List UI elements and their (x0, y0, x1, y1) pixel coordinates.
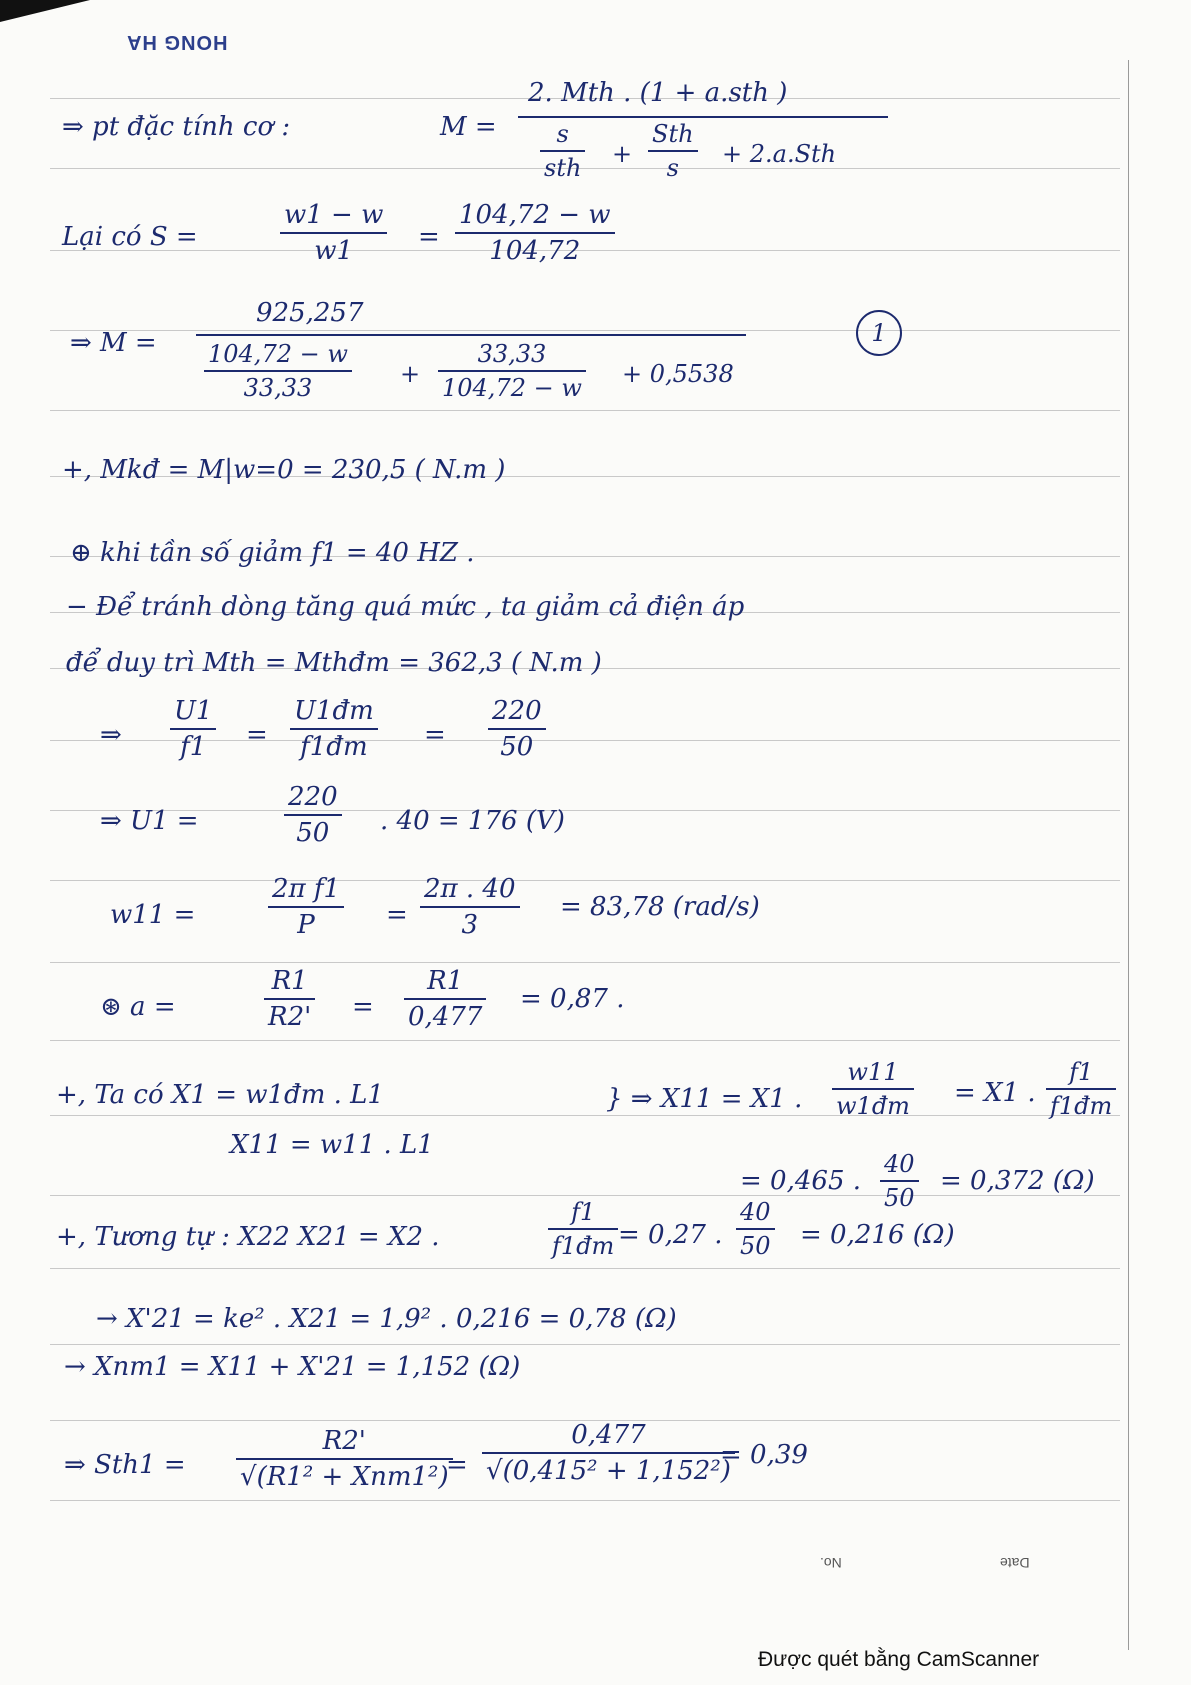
line-2-frac-a: w1 − w w1 (280, 200, 387, 266)
line-17-rest: = 0,39 (720, 1440, 808, 1470)
line-14-c: = 0,216 (Ω) (800, 1220, 955, 1250)
line-10-frac-b: 2π . 40 3 (420, 874, 520, 940)
line-3-den-rest: + 0,5538 (622, 360, 734, 388)
line-17-frac-a: R2' √(R1² + Xnm1²) (236, 1426, 453, 1492)
line-11-frac-b: R1 0,477 (404, 966, 486, 1032)
line-8-prefix: ⇒ (100, 720, 122, 750)
line-12-frac-d: w11 w1đm (832, 1058, 914, 1120)
line-16: → Xnm1 = X11 + X'21 = 1,152 (Ω) (64, 1352, 521, 1382)
ruled-line (50, 810, 1120, 811)
line-4: +, Mkđ = M|w=0 = 230,5 ( N.m ) (62, 455, 506, 485)
line-12-frac-f: f1 f1đm (1046, 1058, 1116, 1120)
line-17-frac-b: 0,477 √(0,415² + 1,152²) (482, 1420, 735, 1486)
ruled-line (50, 330, 1120, 331)
ruled-line (50, 962, 1120, 963)
line-8-frac-b: U1đm f1đm (290, 696, 378, 762)
date-label: Date (1000, 1555, 1030, 1571)
line-11-frac-a: R1 R2' (264, 966, 315, 1032)
line-1-lhs: M = (440, 112, 497, 142)
line-1-den-frac-a: s sth (540, 120, 585, 182)
page-corner (0, 0, 90, 22)
line-17-prefix: ⇒ Sth1 = (64, 1450, 186, 1480)
line-1-den-frac-b: Sth s (648, 120, 698, 182)
line-3-prefix: ⇒ M = (70, 328, 157, 358)
ruled-line (50, 1268, 1120, 1269)
line-3-plus: + (400, 360, 421, 388)
no-label: No. (820, 1555, 842, 1571)
ruled-line (50, 1115, 1120, 1116)
ruled-line (50, 880, 1120, 881)
line-10-prefix: w11 = (110, 900, 196, 930)
line-12-e: = X1 . (954, 1078, 1036, 1108)
line-9-rest: . 40 = 176 (V) (380, 806, 565, 836)
line-12-a: +, Ta có X1 = w1đm . L1 (56, 1080, 384, 1110)
line-1-plus: + (612, 140, 633, 168)
line-10-rest: = 83,78 (rad/s) (560, 892, 760, 922)
ruled-line (50, 1344, 1120, 1345)
line-15: → X'21 = ke² . X21 = 1,9² . 0,216 = 0,78 (Ω) (96, 1304, 677, 1334)
ruled-line (50, 1500, 1120, 1501)
line-2-prefix: Lại có S = (62, 222, 198, 252)
line-9-frac: 220 50 (284, 782, 342, 848)
line-2-equals: = (418, 222, 440, 252)
line-3-den-frac-b: 33,33 104,72 − w (438, 340, 586, 402)
line-13-a: = 0,465 . (740, 1166, 862, 1196)
ruled-line (50, 410, 1120, 411)
line-14-a: +, Tương tự : X22 X21 = X2 . (56, 1222, 440, 1252)
line-2-frac-b: 104,72 − w 104,72 (455, 200, 615, 266)
line-14-b: = 0,27 . (618, 1220, 723, 1250)
line-14-frac-f: f1 f1đm (548, 1198, 618, 1260)
line-9-prefix: ⇒ U1 = (100, 806, 199, 836)
line-3-den-frac-a: 104,72 − w 33,33 (204, 340, 352, 402)
line-1-den-rest: + 2.a.Sth (722, 140, 837, 168)
line-13-frac: 40 50 (880, 1150, 919, 1212)
line-14-frac-g: 40 50 (736, 1198, 775, 1260)
line-8-equals-2: = (424, 720, 446, 750)
line-8-equals-1: = (246, 720, 268, 750)
line-1-prefix: ⇒ pt đặc tính cơ : (62, 112, 291, 142)
line-11-rest: = 0,87 . (520, 984, 625, 1014)
line-11-equals: = (352, 992, 374, 1022)
ruled-line (50, 1040, 1120, 1041)
line-1-numerator: 2. Mth . (1 + a.sth ) (528, 78, 788, 108)
camscanner-watermark: Được quét bằng CamScanner (758, 1648, 1040, 1671)
line-11-prefix: ⊛ a = (100, 992, 176, 1022)
line-5: ⊕ khi tần số giảm f1 = 40 HZ . (70, 538, 475, 568)
equation-number-circle: 1 (856, 310, 902, 356)
line-3-fraction-bar (196, 334, 746, 336)
line-6: − Để tránh dòng tăng quá mức , ta giảm cả điện áp (66, 592, 745, 622)
margin-line (1128, 60, 1129, 1650)
line-7: để duy trì Mth = Mthđm = 362,3 ( N.m ) (66, 648, 602, 678)
line-3-numerator: 925,257 (256, 298, 364, 328)
line-12-b: X11 = w11 . L1 (230, 1130, 434, 1160)
line-1-fraction-bar (518, 116, 888, 118)
line-8-frac-c: 220 50 (488, 696, 546, 762)
line-13-b: = 0,372 (Ω) (940, 1166, 1095, 1196)
line-10-equals: = (386, 900, 408, 930)
line-17-equals: = (446, 1450, 468, 1480)
notebook-brand: HONG HA (126, 31, 228, 53)
line-10-frac-a: 2π f1 P (268, 874, 344, 940)
line-8-frac-a: U1 f1 (170, 696, 216, 762)
line-12-c: } ⇒ X11 = X1 . (606, 1084, 803, 1114)
